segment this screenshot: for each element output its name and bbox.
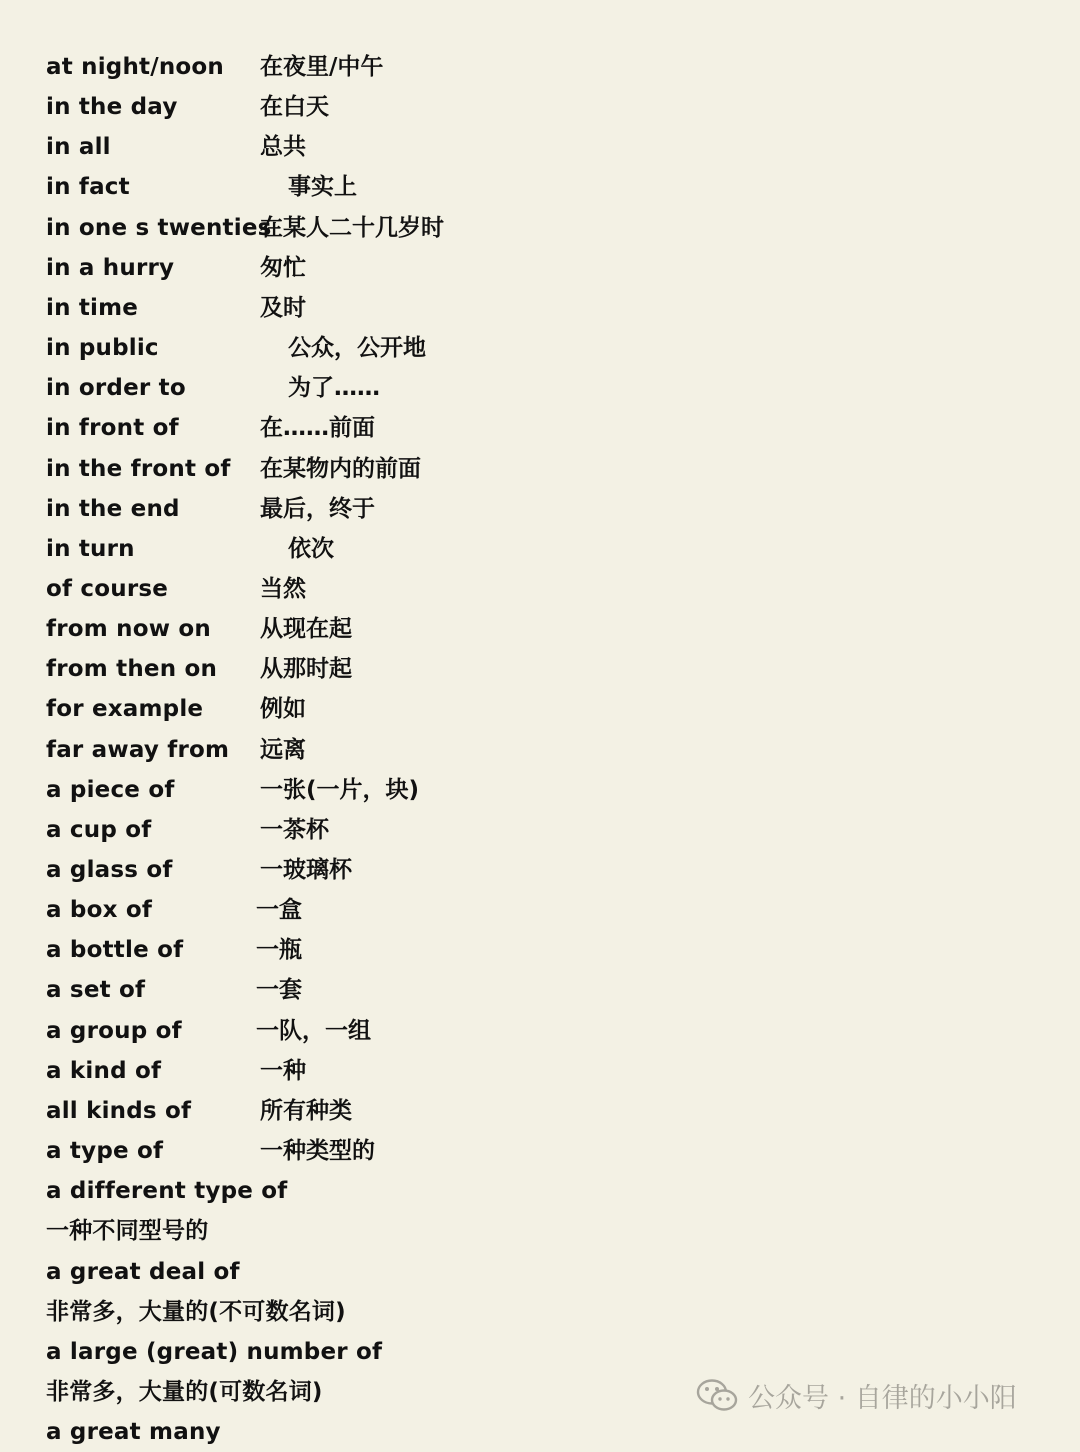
phrase-english: from now on xyxy=(46,616,211,643)
phrase-row xyxy=(0,930,1080,970)
phrase-chinese: 及时 xyxy=(260,294,306,321)
phrase-row xyxy=(0,730,1080,770)
phrase-chinese: 一玻璃杯 xyxy=(260,857,352,883)
phrase-row xyxy=(0,368,1080,408)
phrase-row xyxy=(0,810,1080,850)
phrase-chinese: 在夜里/中午 xyxy=(260,54,384,80)
phrase-english: a box of xyxy=(46,897,153,924)
phrase-english: a set of xyxy=(46,977,146,1004)
phrase-chinese: 一套 xyxy=(256,977,302,1004)
phrase-english: a great many xyxy=(46,1419,221,1446)
phrase-english: in order to xyxy=(46,375,186,402)
phrase-chinese: 依次 xyxy=(288,535,334,562)
phrase-row xyxy=(0,1131,1080,1171)
phrase-chinese: 远离 xyxy=(260,736,306,763)
phrase-english: from then on xyxy=(46,656,218,683)
phrase-english: in all xyxy=(46,134,111,161)
phrase-row xyxy=(0,248,1080,288)
phrase-english: a different type of xyxy=(46,1178,288,1205)
phrase-english: of course xyxy=(46,575,169,602)
phrase-chinese: 事实上 xyxy=(288,174,357,201)
phrase-row xyxy=(0,208,1080,248)
phrase-chinese: 一种 xyxy=(260,1057,306,1084)
phrase-chinese: 匆忙 xyxy=(260,254,306,281)
phrase-english: a group of xyxy=(46,1017,182,1044)
phrase-english: a piece of xyxy=(46,776,175,803)
phrase-english: at night/noon xyxy=(46,54,224,80)
phrase-english: in time xyxy=(46,294,139,321)
phrase-english: in one s twenties xyxy=(46,214,272,241)
phrase-row xyxy=(0,569,1080,609)
phrase-row xyxy=(0,328,1080,368)
phrase-row xyxy=(0,127,1080,167)
phrase-english: 非常多，大量的(可数名词) xyxy=(46,1378,323,1405)
phrase-english: in front of xyxy=(46,415,179,442)
phrase-chinese: 总共 xyxy=(260,134,306,161)
phrase-english: a large (great) number of xyxy=(46,1338,383,1365)
phrase-english: 非常多，大量的(不可数名词) xyxy=(46,1298,346,1325)
phrase-row xyxy=(0,47,1080,87)
phrase-row xyxy=(0,1011,1080,1051)
phrase-english: in the front of xyxy=(46,455,231,482)
phrase-english: a type of xyxy=(46,1138,164,1165)
phrase-chinese: 一茶杯 xyxy=(260,816,329,843)
phrase-chinese: 例如 xyxy=(260,696,306,723)
phrase-chinese: 在某人二十几岁时 xyxy=(260,214,444,241)
phrase-english: a kind of xyxy=(46,1057,162,1084)
phrase-english: a glass of xyxy=(46,857,173,883)
phrase-english: in a hurry xyxy=(46,254,175,281)
phrase-row xyxy=(0,1051,1080,1091)
phrase-row xyxy=(0,1332,1080,1372)
phrase-english: a cup of xyxy=(46,816,152,843)
watermark xyxy=(696,1372,1017,1418)
phrase-row xyxy=(0,1091,1080,1131)
phrase-chinese: 所有种类 xyxy=(260,1097,352,1124)
phrase-row xyxy=(0,87,1080,127)
phrase-english: in turn xyxy=(46,535,135,562)
phrase-chinese: 从那时起 xyxy=(260,656,352,683)
phrase-english: a great deal of xyxy=(46,1258,240,1285)
phrase-row xyxy=(0,1171,1080,1211)
phrase-english: far away from xyxy=(46,736,230,763)
phrase-row xyxy=(0,1412,1080,1452)
phrase-chinese: 在……前面 xyxy=(260,415,375,442)
phrase-english: a bottle of xyxy=(46,937,184,964)
phrase-chinese: 当然 xyxy=(260,575,306,602)
watermark-text: 公众号 · 自律的小小阳 xyxy=(748,1382,1017,1414)
phrase-chinese: 一队，一组 xyxy=(256,1017,371,1044)
phrase-row xyxy=(0,288,1080,328)
phrase-row xyxy=(0,890,1080,930)
phrase-row xyxy=(0,850,1080,890)
phrase-chinese: 一种类型的 xyxy=(260,1138,375,1165)
phrase-row xyxy=(0,449,1080,489)
phrase-chinese: 在某物内的前面 xyxy=(260,455,421,482)
phrase-row xyxy=(0,167,1080,207)
phrase-row xyxy=(0,529,1080,569)
phrase-english: in fact xyxy=(46,174,130,201)
phrase-row xyxy=(0,408,1080,448)
phrase-row xyxy=(0,489,1080,529)
wechat-icon xyxy=(696,1378,738,1412)
phrase-row xyxy=(0,770,1080,810)
phrase-chinese: 一盒 xyxy=(256,897,302,924)
phrase-chinese: 公众，公开地 xyxy=(288,335,426,362)
phrase-chinese: 为了…… xyxy=(288,375,380,402)
phrase-row xyxy=(0,1292,1080,1332)
phrase-row xyxy=(0,1252,1080,1292)
phrase-row xyxy=(0,609,1080,649)
phrase-chinese: 一张(一片，块) xyxy=(260,776,420,803)
phrase-english: all kinds of xyxy=(46,1097,192,1124)
phrase-english: for example xyxy=(46,696,204,723)
phrase-english: 一种不同型号的 xyxy=(46,1218,209,1245)
phrase-row xyxy=(0,649,1080,689)
phrase-english: in the day xyxy=(46,94,178,121)
phrase-row xyxy=(0,1211,1080,1251)
phrase-english: in the end xyxy=(46,495,180,522)
phrase-row xyxy=(0,970,1080,1010)
phrase-chinese: 最后，终于 xyxy=(260,495,375,522)
phrase-chinese: 从现在起 xyxy=(260,616,352,643)
phrase-chinese: 一瓶 xyxy=(256,937,302,964)
phrase-english: in public xyxy=(46,335,159,362)
phrase-chinese: 在白天 xyxy=(260,94,329,121)
phrase-row xyxy=(0,689,1080,729)
